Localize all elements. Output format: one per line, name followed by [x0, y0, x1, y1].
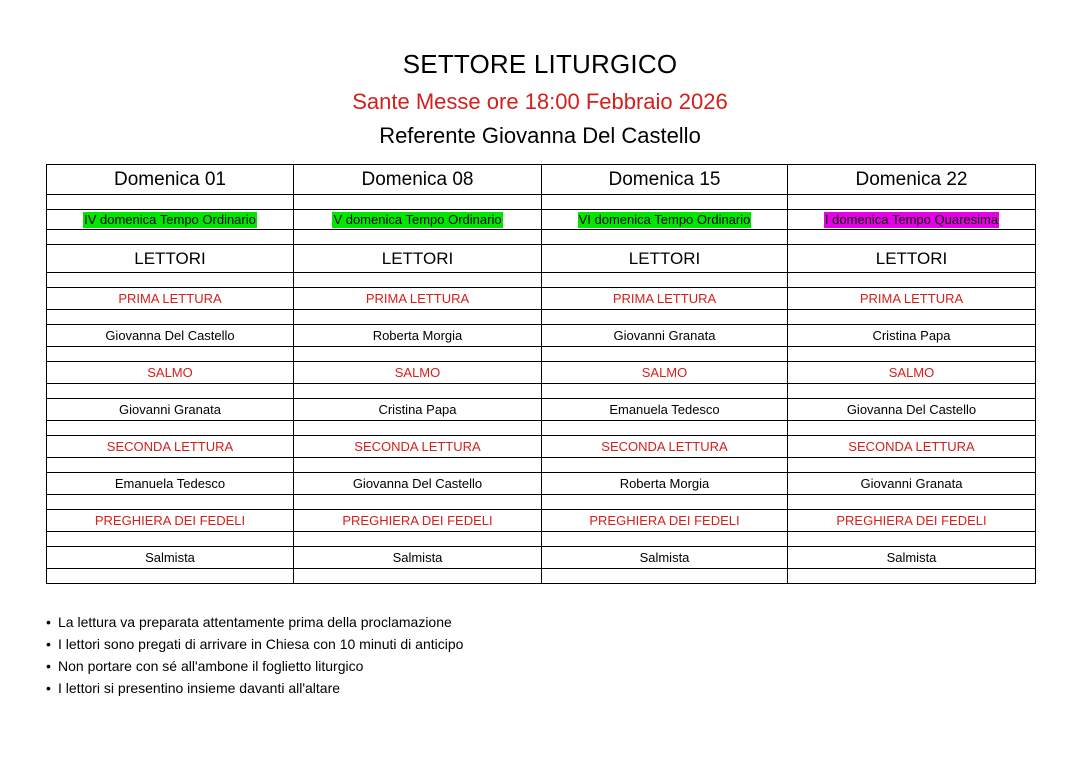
spacer-row-cell	[542, 347, 788, 362]
spacer-row-cell	[542, 458, 788, 473]
role-row	[47, 510, 1036, 532]
note-text: La lettura va preparata attentamente prima della proclamazione	[58, 614, 452, 630]
day-row	[47, 165, 1036, 195]
role-row-cell: PREGHIERA DEI FEDELI	[47, 510, 294, 532]
page-subtitle: Sante Messe ore 18:00 Febbraio 2026	[352, 89, 728, 114]
reader-row-cell: Giovanni Granata	[788, 473, 1036, 495]
reader-row	[47, 325, 1036, 347]
spacer-row-cell	[47, 310, 294, 325]
reader-row	[47, 473, 1036, 495]
spacer-row-cell	[294, 384, 542, 399]
note-item	[46, 612, 463, 634]
note-text: I lettori sono pregati di arrivare in Chiesa con 10 minuti di anticipo	[58, 636, 464, 652]
spacer-row-cell	[788, 495, 1036, 510]
section-row-cell: LETTORI	[788, 245, 1036, 273]
day-row-cell: Domenica 22	[788, 165, 1036, 195]
spacer-row-cell	[47, 532, 294, 547]
spacer-row-cell	[47, 569, 294, 584]
note-item	[46, 678, 463, 700]
reader-row-cell: Cristina Papa	[294, 399, 542, 421]
spacer-row	[47, 347, 1036, 362]
spacer-row-cell	[47, 458, 294, 473]
spacer-row-cell	[542, 532, 788, 547]
reader-row-cell: Giovanna Del Castello	[47, 325, 294, 347]
sunday-row	[47, 210, 1036, 230]
spacer-row-cell	[542, 230, 788, 245]
sunday-row-cell	[542, 210, 788, 230]
reader-row-cell: Roberta Morgia	[542, 473, 788, 495]
reader-row	[47, 399, 1036, 421]
spacer-row-cell	[47, 195, 294, 210]
role-row-cell: SALMO	[47, 362, 294, 384]
spacer-row-cell	[47, 347, 294, 362]
spacer-row	[47, 195, 1036, 210]
note-item	[46, 634, 463, 656]
day-row-cell: Domenica 01	[47, 165, 294, 195]
spacer-row	[47, 273, 1036, 288]
spacer-row-cell	[294, 569, 542, 584]
spacer-row-cell	[47, 495, 294, 510]
spacer-row-cell	[788, 195, 1036, 210]
reader-row-cell: Emanuela Tedesco	[542, 399, 788, 421]
day-row-cell: Domenica 15	[542, 165, 788, 195]
bullet-icon: •	[46, 680, 51, 696]
spacer-row-cell	[788, 273, 1036, 288]
role-row-cell: SALMO	[788, 362, 1036, 384]
spacer-row-cell	[294, 273, 542, 288]
section-row-cell: LETTORI	[47, 245, 294, 273]
spacer-row-cell	[47, 384, 294, 399]
bullet-icon: •	[46, 658, 51, 674]
spacer-row-cell	[294, 310, 542, 325]
reader-row-cell: Giovanni Granata	[47, 399, 294, 421]
role-row-cell: SECONDA LETTURA	[788, 436, 1036, 458]
spacer-row	[47, 384, 1036, 399]
reader-row-cell: Giovanna Del Castello	[294, 473, 542, 495]
spacer-row-cell	[294, 458, 542, 473]
spacer-row-cell	[47, 230, 294, 245]
role-row-cell: PRIMA LETTURA	[47, 288, 294, 310]
page-title: SETTORE LITURGICO	[402, 49, 678, 79]
spacer-row	[47, 569, 1036, 584]
role-row-cell: SECONDA LETTURA	[542, 436, 788, 458]
note-text: Non portare con sé all'ambone il foglietto liturgico	[58, 658, 364, 674]
role-row	[47, 436, 1036, 458]
spacer-row-cell	[542, 310, 788, 325]
spacer-row-cell	[788, 310, 1036, 325]
spacer-row-cell	[788, 384, 1036, 399]
reader-row-cell: Salmista	[294, 547, 542, 569]
role-row-cell: PREGHIERA DEI FEDELI	[788, 510, 1036, 532]
liturgical-sunday-label: V domenica Tempo Ordinario	[333, 211, 502, 227]
spacer-row-cell	[294, 230, 542, 245]
sunday-row-cell	[294, 210, 542, 230]
role-row	[47, 362, 1036, 384]
role-row-cell: PRIMA LETTURA	[294, 288, 542, 310]
referent-line: Referente Giovanna Del Castello	[379, 123, 701, 148]
liturgical-sunday-label: IV domenica Tempo Ordinario	[84, 211, 256, 227]
spacer-row-cell	[47, 273, 294, 288]
note-text: I lettori si presentino insieme davanti all'altare	[58, 680, 341, 696]
spacer-row-cell	[542, 273, 788, 288]
bullet-icon: •	[46, 636, 51, 652]
spacer-row-cell	[294, 195, 542, 210]
spacer-row-cell	[788, 347, 1036, 362]
section-row-cell: LETTORI	[294, 245, 542, 273]
reader-row-cell: Giovanni Granata	[542, 325, 788, 347]
role-row-cell: PREGHIERA DEI FEDELI	[294, 510, 542, 532]
spacer-row-cell	[542, 569, 788, 584]
bullet-icon: •	[46, 614, 51, 630]
spacer-row	[47, 310, 1036, 325]
role-row-cell: PRIMA LETTURA	[542, 288, 788, 310]
sunday-row-cell	[788, 210, 1036, 230]
section-row	[47, 245, 1036, 273]
spacer-row	[47, 230, 1036, 245]
spacer-row-cell	[542, 495, 788, 510]
reader-row-cell: Roberta Morgia	[294, 325, 542, 347]
role-row-cell: SECONDA LETTURA	[47, 436, 294, 458]
note-item	[46, 656, 463, 678]
reader-row-cell: Salmista	[788, 547, 1036, 569]
role-row-cell: PREGHIERA DEI FEDELI	[542, 510, 788, 532]
reader-row-cell: Cristina Papa	[788, 325, 1036, 347]
role-row-cell: SALMO	[542, 362, 788, 384]
spacer-row-cell	[294, 532, 542, 547]
spacer-row	[47, 532, 1036, 547]
spacer-row-cell	[788, 458, 1036, 473]
liturgical-sunday-label: I domenica Tempo Quaresima	[824, 211, 999, 227]
reader-row-cell: Salmista	[542, 547, 788, 569]
spacer-row-cell	[788, 569, 1036, 584]
spacer-row-cell	[542, 384, 788, 399]
spacer-row-cell	[294, 421, 542, 436]
reader-row-cell: Giovanna Del Castello	[788, 399, 1036, 421]
notes-list	[46, 612, 463, 700]
spacer-row	[47, 495, 1036, 510]
spacer-row-cell	[542, 421, 788, 436]
spacer-row-cell	[788, 230, 1036, 245]
role-row	[47, 288, 1036, 310]
spacer-row-cell	[294, 347, 542, 362]
liturgical-sunday-label: VI domenica Tempo Ordinario	[578, 211, 751, 227]
spacer-row-cell	[788, 532, 1036, 547]
spacer-row-cell	[294, 495, 542, 510]
section-row-cell: LETTORI	[542, 245, 788, 273]
spacer-row-cell	[47, 421, 294, 436]
reader-row	[47, 547, 1036, 569]
spacer-row	[47, 421, 1036, 436]
spacer-row	[47, 458, 1036, 473]
role-row-cell: SECONDA LETTURA	[294, 436, 542, 458]
reader-row-cell: Emanuela Tedesco	[47, 473, 294, 495]
spacer-row-cell	[788, 421, 1036, 436]
spacer-row-cell	[542, 195, 788, 210]
sunday-row-cell	[47, 210, 294, 230]
reader-row-cell: Salmista	[47, 547, 294, 569]
schedule-table	[46, 164, 1036, 584]
role-row-cell: SALMO	[294, 362, 542, 384]
role-row-cell: PRIMA LETTURA	[788, 288, 1036, 310]
day-row-cell: Domenica 08	[294, 165, 542, 195]
